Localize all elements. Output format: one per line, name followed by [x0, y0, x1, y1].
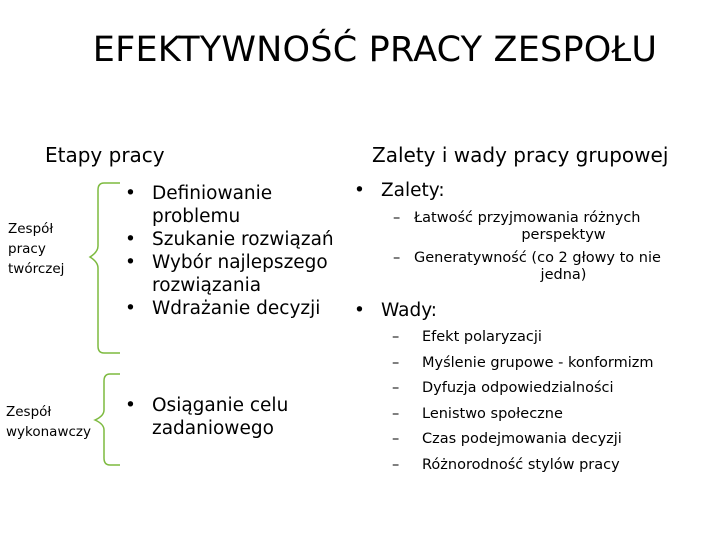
pros-cons-heading: Zalety i wady pracy grupowej: [372, 143, 669, 167]
bullet: •: [125, 298, 136, 319]
dash: –: [392, 431, 400, 447]
bullet: •: [125, 183, 136, 204]
dash: –: [393, 250, 401, 266]
con-item: – Myślenie grupowe - konformizm: [392, 351, 712, 377]
cons-list: [392, 325, 712, 478]
bullet: •: [354, 300, 365, 321]
dash: –: [392, 456, 400, 473]
cons-heading: • Wady:: [354, 300, 438, 321]
bullet: •: [125, 252, 136, 273]
con-item: – Dyfuzja odpowiedzialności: [392, 376, 712, 402]
stage-item: • Definiowanie problemu: [125, 183, 273, 227]
con-item: – Efekt polaryzacji: [392, 325, 712, 351]
creative-team-label-line: twórczej: [8, 261, 65, 277]
bullet: •: [125, 395, 136, 416]
pro-item: – Generatywność (co 2 głowy to nie jedna): [393, 250, 661, 283]
executive-team-brace: [95, 374, 120, 465]
creative-team-label-line: pracy: [8, 241, 46, 257]
bullet: •: [125, 229, 136, 250]
dash: –: [392, 354, 400, 371]
pros-heading: • Zalety:: [354, 180, 445, 201]
stage-item: • Wybór najlepszego rozwiązania: [125, 252, 328, 296]
bullet: •: [354, 180, 365, 201]
pros-list: [393, 210, 713, 290]
creative-team-label-line: Zespół: [8, 221, 54, 237]
stage-item: • Wdrażanie decyzji: [125, 298, 321, 319]
stages-heading: Etapy pracy: [45, 143, 165, 167]
executive-team-label-line: wykonawczy: [6, 424, 91, 440]
dash: –: [392, 405, 400, 422]
stage-item: • Osiąganie celu zadaniowego: [125, 395, 289, 439]
pro-item: – Łatwość przyjmowania różnych perspektyw: [393, 210, 641, 243]
con-item: – Czas podejmowania decyzji: [392, 427, 712, 453]
dash: –: [392, 329, 400, 345]
stage-item: • Szukanie rozwiązań: [125, 229, 334, 250]
page-title: EFEKTYWNOŚĆ PRACY ZESPOŁU: [92, 30, 658, 70]
con-item: – Różnorodność stylów pracy: [392, 453, 712, 479]
dash: –: [392, 380, 400, 396]
dash: –: [393, 210, 401, 226]
executive-team-label-line: Zespół: [6, 404, 52, 420]
creative-team-brace: [90, 183, 120, 353]
con-item: – Lenistwo społeczne: [392, 402, 712, 428]
